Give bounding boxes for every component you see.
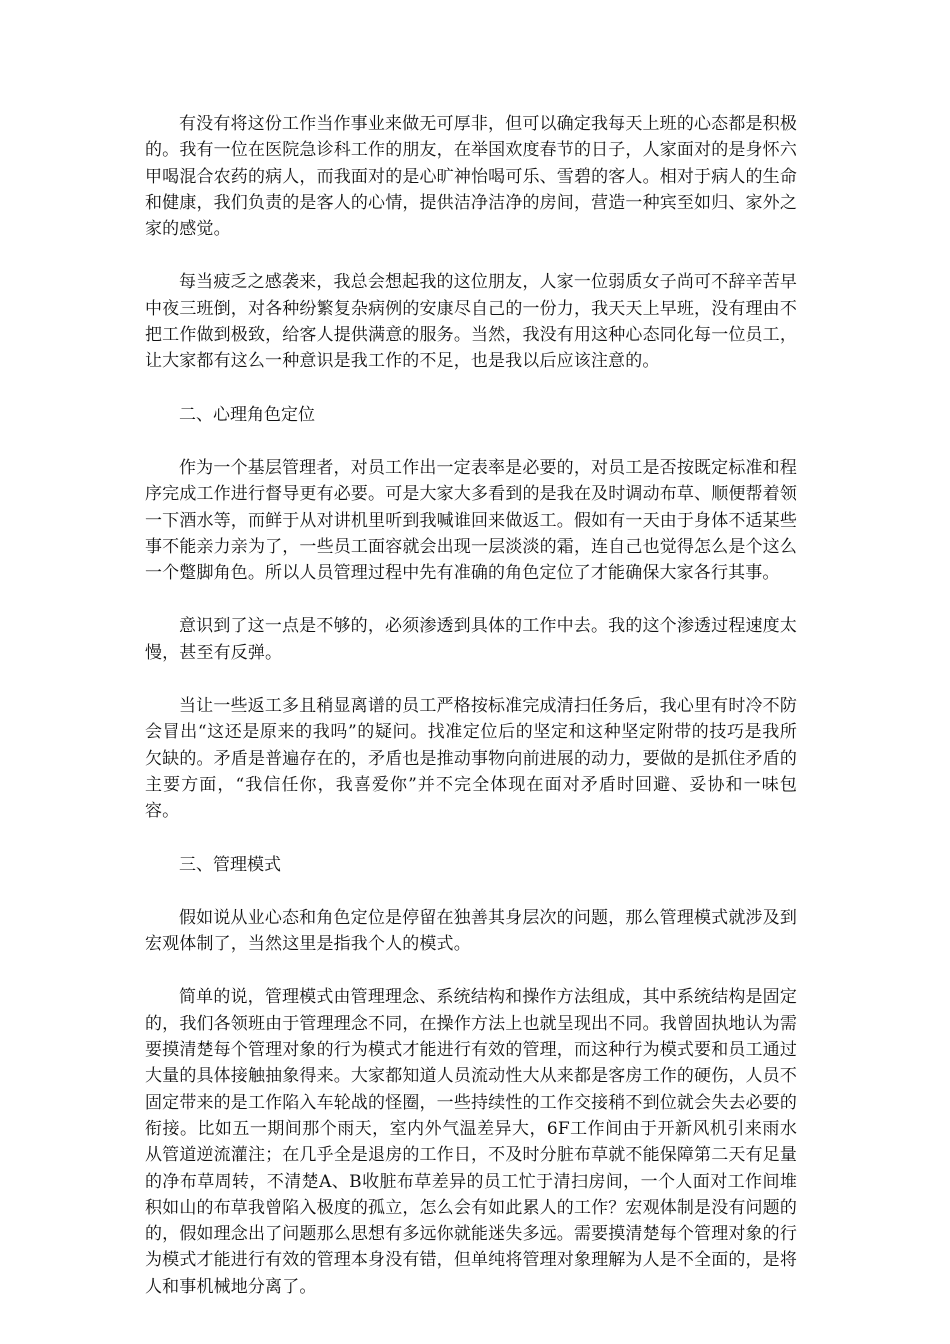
paragraph-awareness: 意识到了这一点是不够的，必须渗透到具体的工作中去。我的这个渗透过程速度太慢，甚至有反弹。 [145, 616, 797, 663]
paragraph-friend-comparison: 每当疲乏之感袭来，我总会想起我的这位朋友，人家一位弱质女子尚可不辞辛苦早中夜三班倒，对各种纷繁复杂病例的安康尽自己的一份力，我天天上早班，没有理由不把工作做到极致，给客人提供满意的服务。当然，我没有用这种心态同化每一位员工，让大家都有这么一种意识是我工作的不足，也是我以后应该注意的。 [145, 272, 797, 372]
paragraph-contradiction: 当让一些返工多且稍显离谱的员工严格按标准完成清扫任务后，我心里有时冷不防会冒出“这还是原来的我吗”的疑问。找准定位后的坚定和这种坚定附带的技巧是我所欠缺的。矛盾是普遍存在的，矛盾也是推动事物向前进展的动力，要做的是抓住矛盾的主要方面，“我信任你，我喜爱你”并不完全体现在面对矛盾时回避、妥协和一味包容。 [145, 696, 797, 822]
section-heading-role: 二、心理角色定位 [179, 404, 315, 425]
document-body [145, 111, 797, 1327]
paragraph-role-positioning: 作为一个基层管理者，对员工作出一定表率是必要的，对员工是否按既定标准和程序完成工作进行督导更有必要。可是大家大多看到的是我在及时调动布草、顺便帮着领一下酒水等，而鲜于从对讲机里听到我喊谁回来做返工。假如有一天由于身体不适某些事不能亲力亲为了，一些员工面容就会出现一层淡淡的霜，连自己也觉得怎么是个这么一个蹩脚角色。所以人员管理过程中先有准确的角色定位了才能确保大家各行其事。 [145, 457, 797, 584]
paragraph-macro-system: 假如说从业心态和角色定位是停留在独善其身层次的问题，那么管理模式就涉及到宏观体制了，当然这里是指我个人的模式。 [145, 907, 797, 955]
paragraph-mindset: 有没有将这份工作当作事业来做无可厚非，但可以确定我每天上班的心态都是积极的。我有一位在医院急诊科工作的朋友，在举国欢度春节的日子，人家面对的是身怀六甲喝混合农药的病人，而我面对的是心旷神怡喝可乐、雪碧的客人。相对于病人的生命和健康，我们负责的是客人的心情，提供洁净洁净的房间，营造一种宾至如归、家外之家的感觉。 [145, 114, 797, 240]
paragraph-management-mode-detail: 简单的说，管理模式由管理理念、系统结构和操作方法组成，其中系统结构是固定的，我们各领班由于管理理念不同，在操作方法上也就呈现出不同。我曾固执地认为需要摸清楚每个管理对象的行为模式才能进行有效的管理，而这种行为模式要和员工通过大量的具体接触抽象得来。大家都知道人员流动性大从来都是客房工作的硬伤，人员不固定带来的是工作陷入车轮战的怪圈，一些持续性的工作交接稍不到位就会失去必要的衔接。比如五一期间那个雨天，室内外气温差异大，6F工作间由于开新风机引来雨水从管道逆流灌注；在几乎全是退房的工作日，不及时分脏布草就不能保障第二天有足量的净布草周转，不清楚A、B收脏布草差异的员工忙于清扫房间，一个人面对工作间堆积如山的布草我曾陷入极度的孤立，怎么会有如此累人的工作？宏观体制是没有问题的的，假如理念出了问题那么思想有多远你就能迷失多远。需要摸清楚每个管理对象的行为模式才能进行有效的管理本身没有错，但单纯将管理对象理解为人是不全面的，是将人和事机械地分离了。 [145, 987, 797, 1297]
section-heading-management-mode: 三、管理模式 [179, 854, 281, 875]
